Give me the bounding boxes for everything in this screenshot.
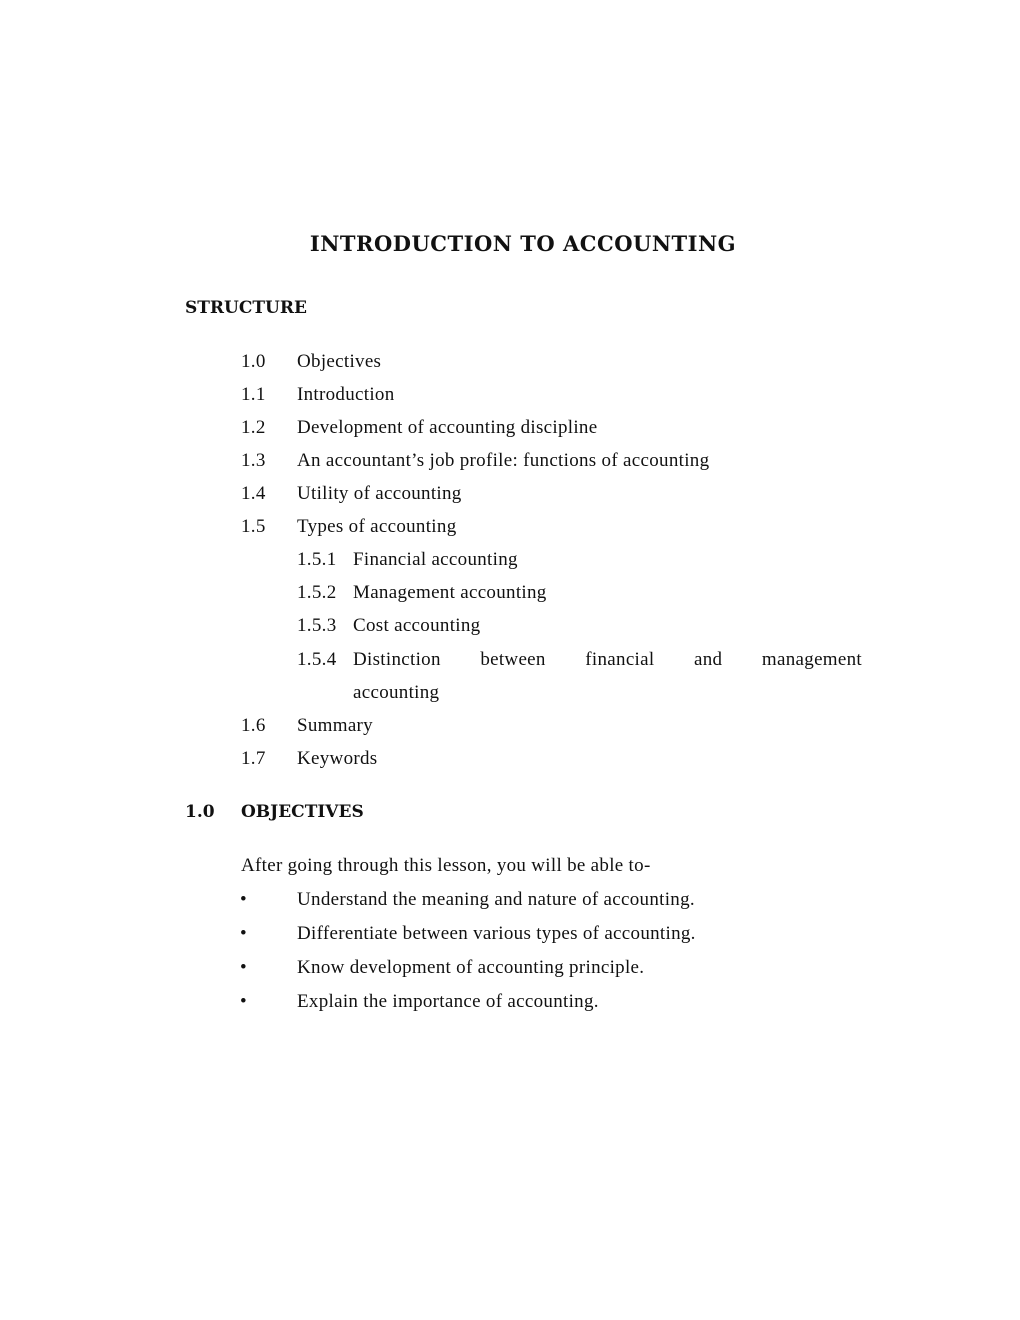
list-item: Understand the meaning and nature of accounting.: [297, 889, 695, 910]
toc-item: Summary: [297, 715, 373, 736]
toc-item: Cost accounting: [353, 615, 481, 636]
toc-word: financial: [585, 649, 655, 670]
bullet-icon: •: [240, 957, 247, 978]
toc-item: Management accounting: [353, 582, 547, 603]
toc-item-continuation: accounting: [353, 682, 440, 703]
list-item: Explain the importance of accounting.: [297, 991, 599, 1012]
toc-word: management: [761, 649, 862, 670]
toc-num: 1.5.3: [297, 615, 337, 636]
toc-item: [353, 649, 862, 671]
toc-num: 1.5: [241, 516, 266, 537]
toc-item: Objectives: [297, 351, 382, 372]
toc-word: Distinction: [353, 649, 441, 670]
structure-heading: STRUCTURE: [185, 298, 307, 318]
toc-item: Development of accounting discipline: [297, 417, 598, 438]
toc-word: between: [480, 649, 546, 670]
bullet-icon: •: [240, 889, 247, 910]
section-number: 1.0: [185, 802, 215, 822]
toc-num: 1.5.1: [297, 549, 337, 570]
list-item: Differentiate between various types of accounting.: [297, 923, 696, 944]
list-item: Know development of accounting principle.: [297, 957, 645, 978]
toc-item: Introduction: [297, 384, 395, 405]
toc-num: 1.4: [241, 483, 266, 504]
toc-num: 1.0: [241, 351, 266, 372]
toc-item: An accountant’s job profile: functions of accounting: [297, 450, 710, 471]
toc-num: 1.6: [241, 715, 266, 736]
toc-item: Types of accounting: [297, 516, 457, 537]
toc-num: 1.2: [241, 417, 266, 438]
toc-num: 1.5.4: [297, 649, 337, 670]
toc-item: Utility of accounting: [297, 483, 462, 504]
section-heading: OBJECTIVES: [241, 802, 364, 822]
toc-num: 1.3: [241, 450, 266, 471]
toc-num: 1.7: [241, 748, 266, 769]
objectives-intro: After going through this lesson, you will be able to-: [241, 855, 651, 876]
bullet-icon: •: [240, 923, 247, 944]
toc-item: Keywords: [297, 748, 378, 769]
toc-word: and: [694, 649, 723, 670]
toc-item: Financial accounting: [353, 549, 518, 570]
page-title: INTRODUCTION TO ACCOUNTING: [309, 231, 737, 256]
bullet-icon: •: [240, 991, 247, 1012]
toc-num: 1.5.2: [297, 582, 337, 603]
toc-num: 1.1: [241, 384, 266, 405]
